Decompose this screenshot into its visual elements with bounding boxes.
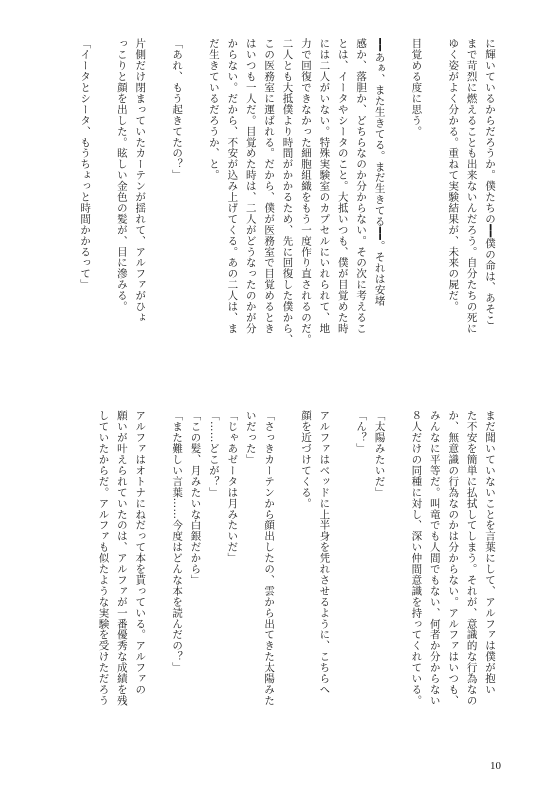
- text-line: には二人がいない。特殊実験室のカプセルにいれられて、地: [318, 38, 331, 334]
- text-line: 「さっきカーテンから顔出したの、雲から出てきた太陽みた: [263, 410, 276, 706]
- text-line: [149, 38, 167, 368]
- text-line: アルファはベッドに上半身を凭れさせるように、こちらへ: [318, 410, 331, 695]
- text-line: いだった」: [244, 410, 257, 465]
- text-line: 目覚める度に思う。: [410, 38, 423, 137]
- text-block-bottom: [94, 410, 499, 740]
- page-number: 10: [490, 760, 501, 772]
- text-line: か、無意識の行為なのかは分からない。アルファはいつも、: [447, 410, 460, 706]
- text-line: [186, 38, 204, 368]
- text-line: 「また難しい言葉……今度はどんな本を読んだの？」: [171, 410, 184, 673]
- text-line: 「あれ、もう起きてたの？」: [171, 38, 184, 181]
- text-line: [389, 38, 407, 368]
- text-block-top: [76, 38, 499, 368]
- text-line: 「ん？」: [355, 410, 368, 454]
- text-line: っこりと顔を出した。眩しい金色の髪が、目に滲みる。: [115, 38, 128, 312]
- text-line: していたからだ。アルファも似たような実験を受けただろう: [97, 410, 110, 706]
- text-line: [333, 410, 351, 740]
- text-line: ━━あぁ、また生きてる。まだ生きてる━━。それは安堵: [373, 38, 386, 306]
- text-line: 二人とも大抵僕より時間がかかるため、先に回復した僕から、: [281, 38, 294, 345]
- text-line: まで苛烈に燃えることも出来ないんだろう。自分たちの死に: [465, 38, 478, 334]
- text-line: 「この髪、月みたいな白銀だから」: [189, 410, 202, 586]
- text-line: みんなに平等だ。叫竜でも人間でもない、何者か分からない: [428, 410, 441, 706]
- text-line: [278, 410, 296, 740]
- text-line: 力で回復できなかった細胞組織をもう一度作り直されるのだ。: [299, 38, 312, 345]
- text-line: 片側だけ閉まっていたカーテンが揺れて、アルファがひょ: [134, 38, 147, 323]
- text-line: まだ聞いていないことを言葉にして、アルファは僕が抱い: [484, 410, 496, 695]
- text-line: この医務室に運ばれる。だから、僕が医務室で目覚めるとき: [263, 38, 276, 334]
- text-line: とは、イータやシータのこと。大抵いつも、僕が目覚めた時: [336, 38, 349, 334]
- text-line: [389, 410, 407, 740]
- text-line: に輝いているからだろうか。僕たちの━━僕の命は、あそこ: [484, 38, 496, 326]
- text-line: 「……どこが？」: [207, 410, 220, 498]
- text-line: アルファはオトナにねだって本を貰っている。アルファの: [134, 410, 147, 695]
- text-line: 願いが叶えられていたのは、アルファが一番優秀な成績を残: [115, 410, 128, 706]
- text-line: ゆく姿がよく分かる。重ねて実験結果が、未来の屍だ。: [447, 38, 460, 312]
- text-line: 「イータとシータ、もうちょっと時間かかるって」: [79, 38, 92, 290]
- text-line: た不安を簡単に払拭してしまう。それが、意識的な行為なの: [465, 410, 478, 706]
- text-line: はいつも一人だ。目覚めた時は、二人がどうなったのかが分: [244, 38, 257, 334]
- text-line: [149, 410, 167, 740]
- text-line: [425, 38, 443, 368]
- text-line: だ生きているだろうか、と。: [207, 38, 220, 181]
- text-line: [94, 38, 112, 368]
- text-line: ８人だけの同種に対し、深い仲間意識を持ってくれている。: [410, 410, 423, 706]
- text-line: 「じゃあゼータは月みたいだ」: [226, 410, 239, 564]
- text-line: 感か、落胆か、どちらなのか分からない。その次に考えるこ: [355, 38, 368, 334]
- text-line: 「太陽みたいだ」: [373, 410, 386, 498]
- text-line: 顔を近づけてくる。: [299, 410, 312, 509]
- text-line: からない。だから、不安が込み上げてくる。あの二人は、ま: [226, 38, 239, 334]
